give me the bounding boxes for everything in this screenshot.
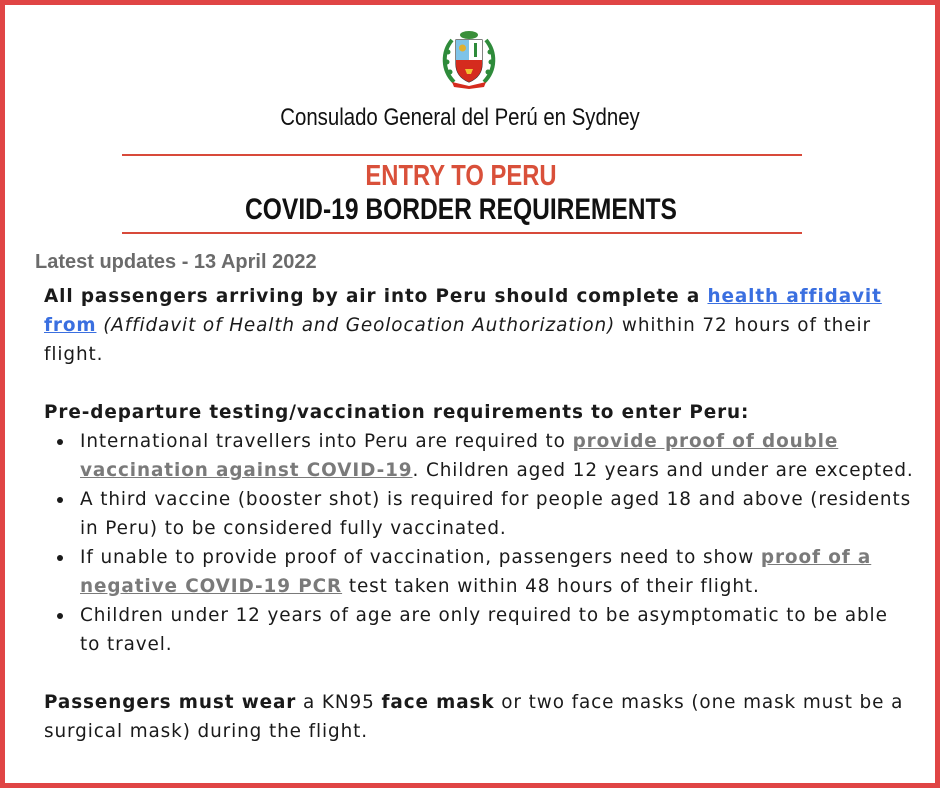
list-item <box>44 543 914 601</box>
item-text: International travellers into Peru are required to <box>80 431 573 452</box>
intro-tail: whithin 72 hours of their flight. <box>44 315 871 365</box>
item-text: test taken within 48 hours of their flight. <box>342 576 760 597</box>
latest-updates-label: Latest updates - 13 April 2022 <box>35 251 317 273</box>
predeparture-heading-text: Pre-departure testing/vaccination requirements to enter Peru: <box>44 402 750 423</box>
bullet-icon <box>57 613 63 619</box>
peru-coat-of-arms-icon <box>438 28 500 90</box>
intro-paragraph <box>44 282 914 369</box>
mask-text-2: or two face masks (one mask must be a surgical mask) during the flight. <box>44 692 904 742</box>
bullet-icon <box>57 555 63 561</box>
vaccination-proof-link[interactable]: provide proof of double vaccination against COVID-19 <box>80 431 839 481</box>
consulate-name: Consulado General del Perú en Sydney <box>280 104 640 131</box>
entry-title: ENTRY TO PERU <box>365 160 557 192</box>
header-divider-top <box>122 154 802 156</box>
bullet-icon <box>57 439 63 445</box>
intro-lead: All passengers arriving by air into Peru should complete a <box>44 286 708 307</box>
item-text: If unable to provide proof of vaccination, passengers need to show <box>80 547 761 568</box>
bullet-icon <box>57 497 63 503</box>
item-text: . Children aged 12 years and under are excepted. <box>412 460 914 481</box>
item-text: A third vaccine (booster shot) is required for people aged 18 and above (residents in Peru) to be considered fully vaccinated. <box>80 489 912 539</box>
page-title: COVID-19 BORDER REQUIREMENTS <box>245 193 677 226</box>
mask-bold-2: face mask <box>381 692 495 713</box>
list-item <box>44 601 914 659</box>
requirements-list <box>44 427 914 659</box>
health-affidavit-link[interactable]: health affidavit from <box>44 286 882 336</box>
header-divider-bottom <box>122 232 802 234</box>
mask-bold-1: Passengers must wear <box>44 692 297 713</box>
predeparture-heading <box>44 398 914 427</box>
intro-italic: (Affidavit of Health and Geolocation Authorization) <box>96 315 616 336</box>
list-item <box>44 485 914 543</box>
pcr-test-link[interactable]: proof of a negative COVID-19 PCR <box>80 547 872 597</box>
mask-text-1: a KN95 <box>296 692 382 713</box>
item-text: Children under 12 years of age are only required to be asymptomatic to be able to travel. <box>80 605 888 655</box>
requirements-body <box>44 282 914 746</box>
list-item <box>44 427 914 485</box>
mask-paragraph <box>44 688 914 746</box>
